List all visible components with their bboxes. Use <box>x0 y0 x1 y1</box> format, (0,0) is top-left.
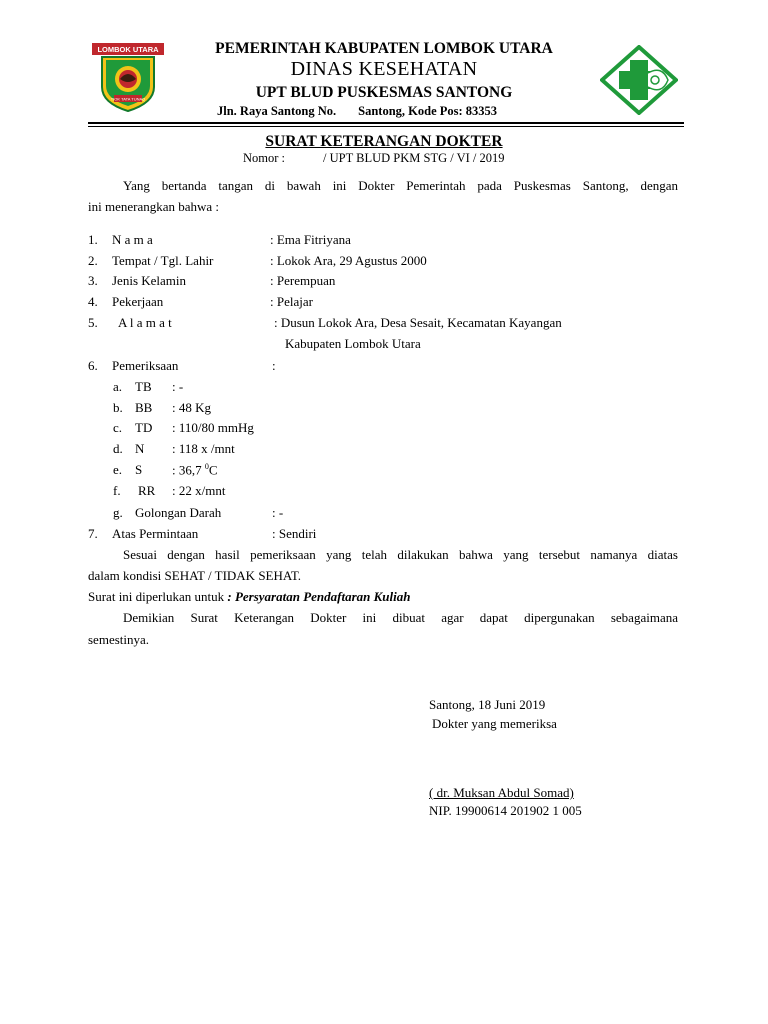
field-num: 2. <box>88 253 98 268</box>
field-num: 6. <box>88 358 98 373</box>
exam-value-rr: : 22 x/mnt <box>172 483 226 498</box>
svg-text:LOMBOK UTARA: LOMBOK UTARA <box>97 45 159 54</box>
signature-name: ( dr. Muksan Abdul Somad) <box>429 785 574 800</box>
exam-letter: f. <box>113 483 121 498</box>
exam-label-n: N <box>135 441 145 456</box>
field-label-address: A l a m a t <box>118 315 172 330</box>
exam-value-s: : 36,7 $^0$C <box>172 462 218 478</box>
header-rule-thin <box>88 126 684 127</box>
exam-value-tb: : - <box>172 379 184 394</box>
field-value-address: : Dusun Lokok Ara, Desa Sesait, Kecamatan Kayangan <box>274 315 562 330</box>
field-value-exam: : <box>272 358 276 373</box>
field-value-birth: : Lokok Ara, 29 Agustus 2000 <box>270 253 427 268</box>
exam-letter: a. <box>113 379 123 394</box>
signature-role: Dokter yang memeriksa <box>432 716 557 731</box>
signature-place-date: Santong, 18 Juni 2019 <box>429 697 546 712</box>
field-num: 1. <box>88 232 98 247</box>
field-value-name: : Ema Fitriyana <box>270 232 351 247</box>
header-rule-thick <box>88 122 684 124</box>
field-value-gender: : Perempuan <box>270 273 336 288</box>
nomor-value: / UPT BLUD PKM STG / VI / 2019 <box>323 151 505 165</box>
purpose-line <box>88 589 410 605</box>
exam-letter: g. <box>113 505 123 520</box>
exam-label-rr: RR <box>138 483 156 498</box>
field-label-occupation: Pekerjaan <box>112 294 164 309</box>
exam-label-s: S <box>135 462 143 477</box>
field-label-request: Atas Permintaan <box>112 526 199 541</box>
department-name: DINAS KESEHATAN <box>290 58 478 80</box>
result-line-2: dalam kondisi SEHAT / TIDAK SEHAT. <box>88 568 302 583</box>
street-address: Jln. Raya Santong No. <box>217 104 337 118</box>
purpose-value: : Persyaratan Pendaftaran Kuliah <box>227 589 411 604</box>
field-num: 3. <box>88 273 98 288</box>
exam-value-bb: : 48 Kg <box>172 400 211 415</box>
address-line <box>217 104 497 119</box>
unit-name: UPT BLUD PUSKESMAS SANTONG <box>255 84 513 101</box>
government-name: PEMERINTAH KABUPATEN LOMBOK UTARA <box>215 40 553 57</box>
signature-nip: NIP. 19900614 201902 1 005 <box>429 803 582 818</box>
field-value-occupation: : Pelajar <box>270 294 313 309</box>
field-value-address-2: Kabupaten Lombok Utara <box>285 336 421 351</box>
field-value-request: : Sendiri <box>272 526 317 541</box>
field-label-exam: Pemeriksaan <box>112 358 179 373</box>
field-label-name: N a m a <box>112 232 153 247</box>
exam-letter: c. <box>113 420 123 435</box>
letter-number <box>243 151 505 166</box>
exam-letter: e. <box>113 462 123 477</box>
intro-line-1: Yang bertanda tangan di bawah ini Dokter Pemerintah pada Puskesmas Santong, dengan <box>123 178 678 193</box>
exam-label-blood: Golongan Darah <box>135 505 222 520</box>
closing-line-2: semestinya. <box>88 632 150 647</box>
exam-value-blood: : - <box>272 505 284 520</box>
svg-text:TIOK TATA TUNAQ: TIOK TATA TUNAQ <box>110 96 146 102</box>
field-num: 5. <box>88 315 98 330</box>
exam-label-bb: BB <box>135 400 153 415</box>
purpose-prefix: Surat ini diperlukan untuk <box>88 589 225 604</box>
result-line-1: Sesuai dengan hasil pemeriksaan yang telah dilakukan bahwa yang tersebut namanya diatas <box>123 547 678 562</box>
nomor-label: Nomor : <box>243 151 286 165</box>
exam-label-td: TD <box>135 420 153 435</box>
exam-value-n: : 118 x /mnt <box>172 441 235 456</box>
exam-value-td: : 110/80 mmHg <box>172 420 254 435</box>
closing-line-1: Demikian Surat Keterangan Dokter ini dibuat agar dapat dipergunakan sebagaimana <box>123 610 678 625</box>
field-label-gender: Jenis Kelamin <box>112 273 187 288</box>
intro-line-2: ini menerangkan bahwa : <box>88 199 220 214</box>
exam-label-tb: TB <box>135 379 152 394</box>
letter-title: SURAT KETERANGAN DOKTER <box>265 133 503 150</box>
exam-letter: b. <box>113 400 123 415</box>
field-num: 7. <box>88 526 98 541</box>
postal-code: Santong, Kode Pos: 83353 <box>358 104 498 118</box>
field-num: 4. <box>88 294 98 309</box>
exam-letter: d. <box>113 441 123 456</box>
field-label-birth: Tempat / Tgl. Lahir <box>112 253 214 268</box>
